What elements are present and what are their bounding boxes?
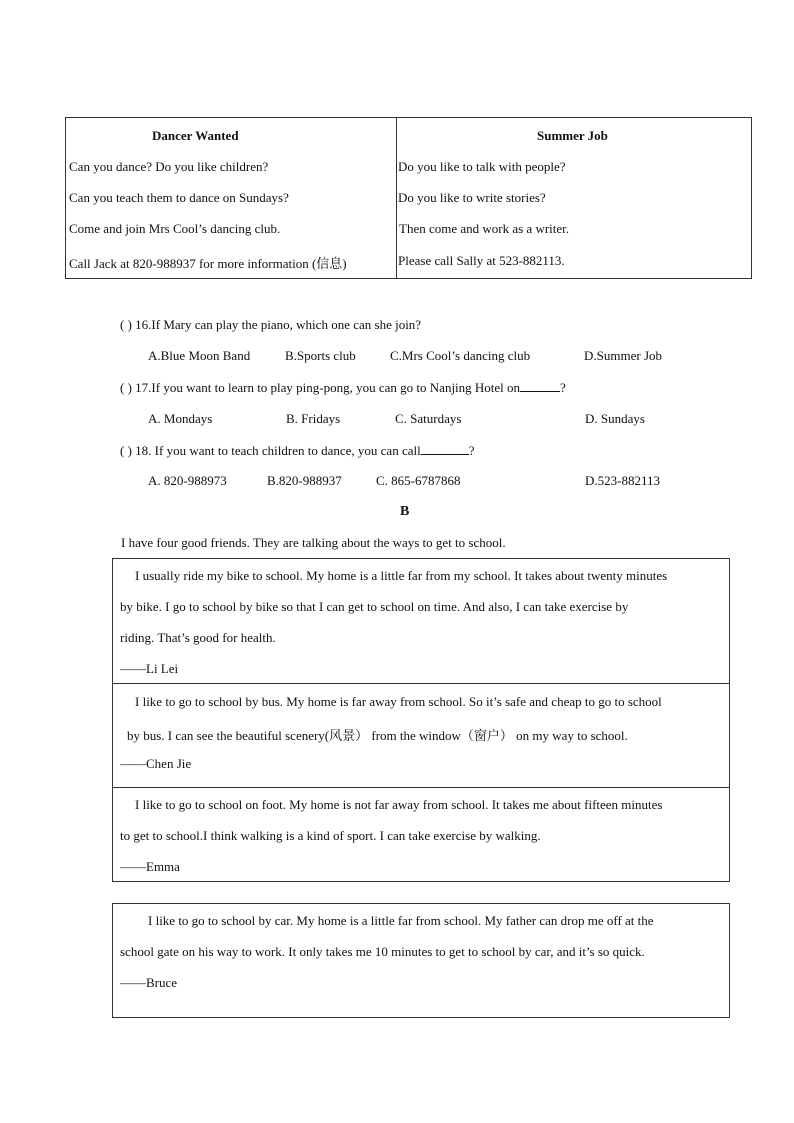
section-b-intro: I have four good friends. They are talking about the ways to get to school.	[121, 535, 506, 550]
option-b: B.820-988937	[267, 473, 342, 488]
answer-paren: ( )	[120, 443, 132, 458]
ads-table	[65, 117, 752, 279]
option-b: B.Sports club	[285, 348, 356, 363]
question-18	[120, 442, 474, 459]
option-d: D.523-882113	[585, 473, 660, 488]
passage-line: I like to go to school on foot. My home is not far away from school. It takes me about fifteen minutes	[135, 797, 663, 812]
friend-box-li-lei	[112, 558, 730, 684]
dancer-wanted-title: Dancer Wanted	[152, 128, 239, 143]
option-c: C.Mrs Cool’s dancing club	[390, 348, 531, 363]
answer-blank	[421, 442, 469, 455]
passage-line: riding. That’s good for health.	[120, 630, 276, 645]
passage-line: school gate on his way to work. It only takes me 10 minutes to get to school by car, and it’s so quick.	[120, 944, 645, 959]
dancer-ad-line: Call Jack at 820-988937 for more information (信息)	[69, 256, 347, 271]
signature: ——Emma	[120, 859, 180, 874]
option-a: A.Blue Moon Band	[148, 348, 251, 363]
passage-line: to get to school.I think walking is a kind of sport. I can take exercise by walking.	[120, 828, 541, 843]
summer-ad-line: Do you like to write stories?	[398, 190, 546, 205]
friend-box-bruce	[112, 903, 730, 1018]
passage-line: I like to go to school by bus. My home is far away from school. So it’s safe and cheap to go to school	[135, 694, 662, 709]
option-a: A. Mondays	[148, 411, 213, 426]
section-b-heading: B	[400, 504, 410, 519]
option-a: A. 820-988973	[148, 473, 227, 488]
dancer-ad-line: Can you teach them to dance on Sundays?	[69, 190, 289, 205]
question-text: 16.If Mary can play the piano, which one can she join?	[135, 317, 422, 332]
option-c: C. Saturdays	[395, 411, 462, 426]
answer-blank	[520, 379, 560, 392]
friend-box-emma	[112, 787, 730, 882]
friend-box-chen-jie	[112, 683, 730, 788]
answer-paren: ( )	[120, 380, 132, 395]
option-b: B. Fridays	[286, 411, 341, 426]
option-d: D. Sundays	[585, 411, 645, 426]
question-end: ?	[560, 380, 566, 395]
summer-job-title: Summer Job	[537, 128, 608, 143]
dancer-ad-line: Can you dance? Do you like children?	[69, 159, 269, 174]
summer-ad-line: Please call Sally at 523-882113.	[398, 253, 565, 268]
question-end: ?	[468, 443, 475, 458]
signature: ——Chen Jie	[120, 756, 192, 771]
summer-ad-line: Do you like to talk with people?	[398, 159, 566, 174]
dancer-ad-line: Come and join Mrs Cool’s dancing club.	[69, 221, 281, 236]
passage-line: I like to go to school by car. My home is a little far from school. My father can drop me off at the	[148, 913, 654, 928]
dancer-wanted-ad	[66, 118, 397, 279]
question-16	[120, 317, 421, 333]
signature: ——Li Lei	[120, 661, 179, 676]
question-text: 18. If you want to teach children to dance, you can call	[135, 443, 421, 458]
passage-line: I usually ride my bike to school. My home is a little far from my school. It takes about twenty minutes	[135, 568, 668, 583]
question-17	[120, 379, 566, 396]
summer-ad-line: Then come and work as a writer.	[399, 221, 570, 236]
signature: ——Bruce	[120, 975, 178, 990]
answer-paren: ( )	[120, 317, 132, 332]
question-text: 17.If you want to learn to play ping-pong, you can go to Nanjing Hotel on	[135, 380, 521, 395]
option-d: D.Summer Job	[584, 348, 662, 363]
passage-line: by bike. I go to school by bike so that I can get to school on time. And also, I can take exercise by	[120, 599, 629, 614]
passage-line: by bus. I can see the beautiful scenery(风景） from the window（窗户） on my way to school.	[127, 728, 628, 743]
option-c: C. 865-6787868	[376, 473, 461, 488]
summer-job-ad	[397, 118, 752, 279]
